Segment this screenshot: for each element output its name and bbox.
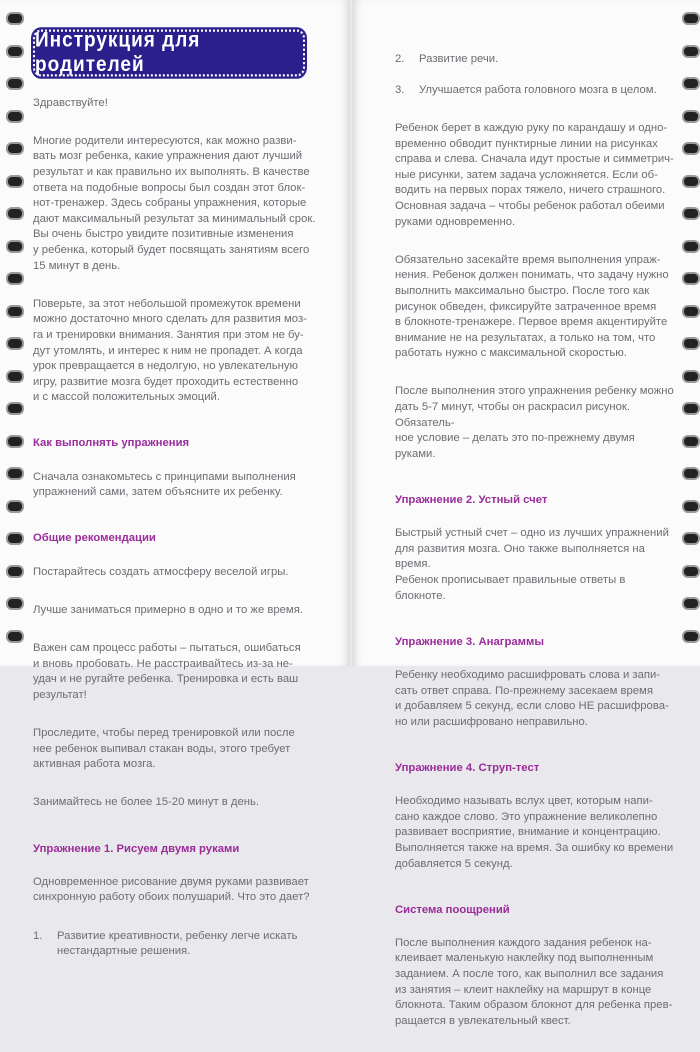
spiral-ring-icon [682,630,700,643]
general-heading: Общие рекомендации [33,532,156,545]
exercise-2-text: Быстрый устный счет – одно из лучших упражнений для развития мозга. Оно также выполняется на время. Ребенок прописывает правильные ответы в блокноте. [395,527,669,602]
spiral-ring-icon [6,77,24,90]
general-item: Лучше заниматься примерно в одно и то же время. [33,603,303,616]
list-item [395,52,675,68]
reward-text: После выполнения каждого задания ребенок на- клеивает маленькую наклейку под выполненным заданием. А после того, как выполнил все задания из занятия – клеит наклейку на маршрут в конце блокнота. Таким образом блокнот для ребенка прев- ращается в увлекательный квест. [395,936,673,1027]
spiral-ring-icon [682,207,700,220]
exercise-2-heading: Упражнение 2. Устный счет [395,494,548,507]
spiral-ring-icon [6,435,24,448]
how-text: Сначала ознакомьтесь с принципами выполнения упражнений сами, затем объясните их ребенку. [33,470,296,499]
list-item [395,83,675,99]
general-item: Постарайтесь создать атмосферу веселой игры. [33,565,289,578]
exercise-4-text: Необходимо называть вслух цвет, которым напи- сано каждое слово. Это упражнение великолепно развивает восприятие, внимание и концентрацию. Выполняется также на время. За ошибку ко времени добавляется 5 секунд. [395,795,674,870]
exercise-3-text: Ребенку необходимо расшифровать слова и запи- сать ответ справа. По-прежнему засекаем время и добавляем 5 секунд, если слово НЕ расшифрова- но или расшифровано неправильно. [395,668,669,728]
spiral-ring-icon [6,597,24,610]
spiral-ring-icon [6,272,24,285]
spiral-ring-icon [6,467,24,480]
exercise-1-paragraph: Ребенок берет в каждую руку по карандашу и одно- временно обводит пунктирные линии на рисунках справа и слева. Сначала идут простые и симметрич- ные рисунки, затем задача усложняется. Если об- водить на первых порах тяжело, ничего страшного. Основная задача – чтобы ребенок работал обеими руками одновременно. [395,121,674,228]
spiral-ring-icon [6,110,24,123]
spiral-ring-icon [682,370,700,383]
general-item: Занимайтесь не более 15-20 минут в день. [33,796,260,809]
list-text: Улучшается работа головного мозга в целом. [419,83,657,96]
spiral-ring-icon [6,402,24,415]
spiral-ring-icon [682,532,700,545]
spiral-ring-icon [6,175,24,188]
spiral-ring-icon [6,207,24,220]
spiral-ring-icon [682,467,700,480]
spiral-ring-icon [682,272,700,285]
greeting: Здравствуйте! [33,96,108,109]
spiral-ring-icon [682,565,700,578]
title-banner: Инструкция для родителей [33,29,305,76]
spiral-ring-icon [6,142,24,155]
list-text: Развитие речи. [419,52,499,65]
spiral-ring-icon [682,500,700,513]
intro-paragraph-1: Многие родители интересуются, как можно разви- вать мозг ребенка, какие упражнения дают лучший результат и как правильно их выполнять. В качестве ответа на подобные вопросы был создан этот блок- нот-тренажер. Здесь собраны упражнения, которые дают максимальный результат за минимальный срок. Вы очень быстро увидите позитивные изменения у ребенка, который будет посвящать занятиям всего 15 минут в день. [33,134,316,272]
right-page [352,0,700,1027]
exercise-1-heading: Упражнение 1. Рисуем двумя руками [33,842,240,855]
spiral-ring-icon [682,240,700,253]
spiral-ring-icon [6,12,24,25]
intro-paragraph-2: Поверьте, за этот небольшой промежуток времени можно достаточно много сделать для развития моз- га и тренировки внимания. Занятия при этом не бу- дут утомлять, и интерес к ним не пропадет. А когда урок превращается в недолгую, но увлекательную игру, развитие мозга будет проходить естественно и с массой положительных эмоций. [33,297,307,404]
spiral-ring-icon [6,240,24,253]
exercise-4-heading: Упражнение 4. Струп-тест [395,761,540,774]
general-item: Важен сам процесс работы – пытаться, ошибаться и вновь пробовать. Не расстраивайтесь из-за не- удач и не ругайте ребенка. Тренировка и есть ваш результат! [33,642,301,701]
spiral-ring-icon [6,565,24,578]
exercise-3-heading: Упражнение 3. Анаграммы [395,635,544,648]
spiral-ring-icon [6,45,24,58]
spiral-ring-icon [682,142,700,155]
spiral-ring-icon [682,12,700,25]
right-column [395,36,675,1052]
list-number: 2. [395,52,405,65]
spiral-ring-icon [682,337,700,350]
exercise-1-paragraph: Обязательно засекайте время выполнения упраж- нения. Ребенок должен понимать, что задачу нужно выполнить максимально быстро. После того как рисунок обведен, фиксируйте затраченное время в блокноте-тренажере. Первое время акцентируйте внимание не на результатах, а только на том, что работать нужно с максимальной скоростью. [395,253,669,360]
list-item [33,929,338,960]
spiral-ring-icon [6,500,24,513]
spiral-ring-icon [6,630,24,643]
general-item: Проследите, чтобы перед тренировкой или после нее ребенок выпивал стакан воды, этого требует активная работа мозга. [33,726,295,771]
spiral-ring-icon [6,337,24,350]
left-column [33,80,338,975]
spiral-ring-icon [682,435,700,448]
spiral-ring-icon [682,597,700,610]
how-heading: Как выполнять упражнения [33,437,190,450]
spiral-ring-icon [6,532,24,545]
spiral-ring-icon [682,402,700,415]
list-text: Развитие креативности, ребенку легче искать нестандартные решения. [57,929,298,958]
exercise-1-paragraph: После выполнения этого упражнения ребенку можно дать 5-7 минут, чтобы он раскрасил рисунок. Обязатель- ное условие – делать это по-прежнему двумя руками. [395,385,674,460]
spiral-ring-icon [682,305,700,318]
spiral-ring-icon [682,77,700,90]
exercise-1-text: Одновременное рисование двумя руками развивает синхронную работу обоих полушарий. Что это дает? [33,875,310,904]
left-page [0,0,350,958]
list-number: 1. [33,929,43,942]
spiral-ring-icon [682,110,700,123]
spiral-ring-icon [682,175,700,188]
spiral-ring-icon [6,305,24,318]
reward-heading: Система поощрений [395,903,510,916]
spiral-ring-icon [6,370,24,383]
spiral-ring-icon [682,45,700,58]
list-number: 3. [395,83,405,96]
